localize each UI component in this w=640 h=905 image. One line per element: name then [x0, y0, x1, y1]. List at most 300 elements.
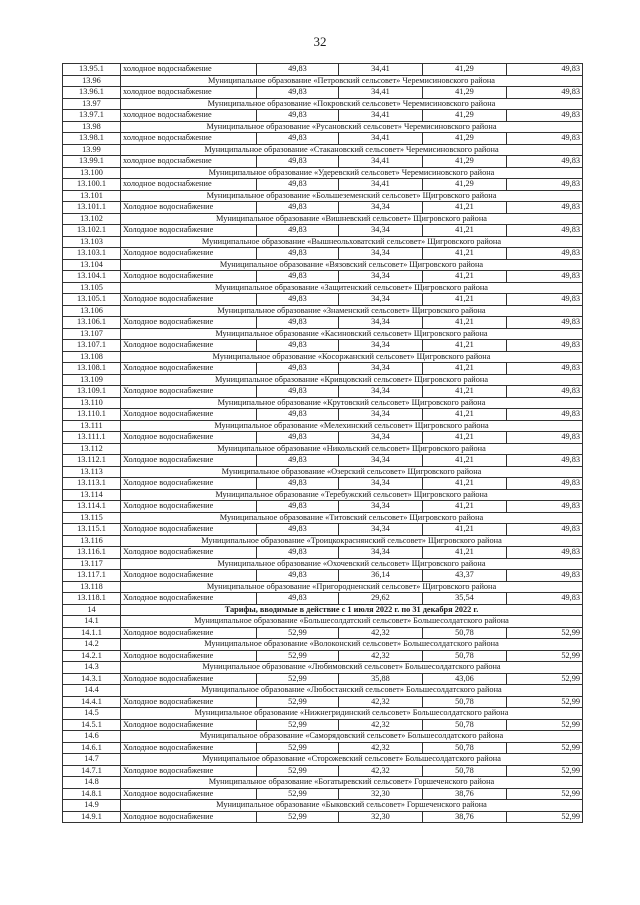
row-number: 14.1: [63, 616, 121, 628]
municipality-row: [63, 662, 583, 674]
tariff-value: 49,83: [507, 363, 583, 375]
municipality-name: Муниципальное образование «Озерский сельсовет» Щигровского района: [121, 466, 583, 478]
tariff-value: 50,78: [423, 765, 507, 777]
row-number: 13.104.1: [63, 271, 121, 283]
tariff-value: 42,32: [339, 650, 423, 662]
row-number: 13.105.1: [63, 294, 121, 306]
tariff-value: 49,83: [257, 386, 339, 398]
row-number: 13.118: [63, 581, 121, 593]
tariff-value: 50,78: [423, 719, 507, 731]
tariff-value: 50,78: [423, 650, 507, 662]
municipality-row: [63, 777, 583, 789]
tariff-value: 49,83: [507, 570, 583, 582]
municipality-name: Муниципальное образование «Богатыревский сельсовет» Горшеченского района: [121, 777, 583, 789]
tariff-value: 34,34: [339, 248, 423, 260]
tariff-value: 34,41: [339, 133, 423, 145]
service-name: Холодное водоснабжение: [121, 765, 257, 777]
row-number: 13.109.1: [63, 386, 121, 398]
service-name: холодное водоснабжение: [121, 64, 257, 76]
tariff-value: 52,99: [507, 650, 583, 662]
row-number: 13.112: [63, 443, 121, 455]
tariff-value: 34,34: [339, 478, 423, 490]
row-number: 13.106.1: [63, 317, 121, 329]
municipality-row: [63, 351, 583, 363]
municipality-row: [63, 98, 583, 110]
municipality-row: [63, 167, 583, 179]
tariff-value: 41,21: [423, 409, 507, 421]
municipality-row: [63, 259, 583, 271]
tariff-value: 49,83: [257, 202, 339, 214]
municipality-name: Муниципальное образование «Удеревский сельсовет» Черемисиновского района: [121, 167, 583, 179]
municipality-row: [63, 754, 583, 766]
municipality-name: Муниципальное образование «Косоржанский сельсовет» Щигровского района: [121, 351, 583, 363]
service-name: Холодное водоснабжение: [121, 650, 257, 662]
tariff-value: 35,54: [423, 593, 507, 605]
municipality-row: [63, 328, 583, 340]
row-number: 14.8.1: [63, 788, 121, 800]
tariff-row: [63, 524, 583, 536]
row-number: 13.107: [63, 328, 121, 340]
service-name: Холодное водоснабжение: [121, 432, 257, 444]
municipality-row: [63, 213, 583, 225]
row-number: 13.96.1: [63, 87, 121, 99]
tariff-value: 52,99: [507, 696, 583, 708]
tariff-value: 41,29: [423, 64, 507, 76]
tariff-value: 34,34: [339, 386, 423, 398]
service-name: Холодное водоснабжение: [121, 570, 257, 582]
tariff-value: 41,29: [423, 133, 507, 145]
tariff-value: 49,83: [507, 248, 583, 260]
municipality-row: [63, 731, 583, 743]
tariff-value: 41,21: [423, 547, 507, 559]
municipality-row: [63, 190, 583, 202]
service-name: Холодное водоснабжение: [121, 340, 257, 352]
tariff-value: 34,41: [339, 156, 423, 168]
service-name: холодное водоснабжение: [121, 156, 257, 168]
tariff-value: 34,34: [339, 363, 423, 375]
row-number: 13.108: [63, 351, 121, 363]
tariff-row: [63, 501, 583, 513]
tariff-value: 49,83: [507, 110, 583, 122]
municipality-name: Муниципальное образование «Стакановский сельсовет» Черемисиновского района: [121, 144, 583, 156]
municipality-row: [63, 535, 583, 547]
service-name: Холодное водоснабжение: [121, 811, 257, 823]
service-name: Холодное водоснабжение: [121, 547, 257, 559]
row-number: 13.101: [63, 190, 121, 202]
tariff-value: 49,83: [257, 317, 339, 329]
tariff-value: 32,30: [339, 811, 423, 823]
tariff-value: 52,99: [257, 742, 339, 754]
tariff-value: 49,83: [507, 340, 583, 352]
row-number: 13.114: [63, 489, 121, 501]
row-number: 14.3: [63, 662, 121, 674]
municipality-name: Муниципальное образование «Крутовский сельсовет» Щигровского района: [121, 397, 583, 409]
municipality-name: Муниципальное образование «Любостанский сельсовет» Большесолдатского района: [121, 685, 583, 697]
row-number: 14.9: [63, 800, 121, 812]
tariff-value: 49,83: [257, 409, 339, 421]
service-name: Холодное водоснабжение: [121, 742, 257, 754]
tariff-row: [63, 650, 583, 662]
tariff-value: 42,32: [339, 719, 423, 731]
tariff-value: 49,83: [257, 432, 339, 444]
service-name: Холодное водоснабжение: [121, 788, 257, 800]
tariff-row: [63, 179, 583, 191]
tariff-row: [63, 409, 583, 421]
row-number: 13.97: [63, 98, 121, 110]
tariff-value: 41,21: [423, 455, 507, 467]
tariff-row: [63, 719, 583, 731]
tariff-value: 34,34: [339, 225, 423, 237]
tariff-value: 41,21: [423, 225, 507, 237]
tariff-row: [63, 248, 583, 260]
tariff-row: [63, 570, 583, 582]
service-name: Холодное водоснабжение: [121, 271, 257, 283]
row-number: 13.99: [63, 144, 121, 156]
tariff-value: 49,83: [507, 225, 583, 237]
tariff-value: 49,83: [257, 547, 339, 559]
row-number: 13.112.1: [63, 455, 121, 467]
tariff-value: 52,99: [507, 627, 583, 639]
tariff-row: [63, 811, 583, 823]
service-name: Холодное водоснабжение: [121, 248, 257, 260]
tariff-table-body: [63, 64, 583, 823]
tariff-row: [63, 87, 583, 99]
municipality-name: Муниципальное образование «Петровский сельсовет» Черемисиновского района: [121, 75, 583, 87]
tariff-value: 41,21: [423, 317, 507, 329]
tariff-value: 41,29: [423, 179, 507, 191]
municipality-name: Муниципальное образование «Троицкокраснянский сельсовет» Щигровского района: [121, 535, 583, 547]
page-number: 32: [313, 34, 327, 49]
row-number: 13.113: [63, 466, 121, 478]
row-number: 14.8: [63, 777, 121, 789]
tariff-value: 49,83: [257, 271, 339, 283]
row-number: 14.4: [63, 685, 121, 697]
municipality-name: Муниципальное образование «Большесолдатский сельсовет» Большесолдатского района: [121, 616, 583, 628]
tariff-value: 49,83: [507, 64, 583, 76]
tariff-value: 42,32: [339, 696, 423, 708]
tariff-value: 34,34: [339, 317, 423, 329]
tariff-value: 41,21: [423, 501, 507, 513]
tariff-value: 52,99: [507, 765, 583, 777]
tariff-row: [63, 363, 583, 375]
tariff-value: 34,41: [339, 87, 423, 99]
municipality-row: [63, 75, 583, 87]
municipality-row: [63, 236, 583, 248]
service-name: Холодное водоснабжение: [121, 719, 257, 731]
row-number: 14.3.1: [63, 673, 121, 685]
tariff-value: 34,34: [339, 294, 423, 306]
row-number: 13.101.1: [63, 202, 121, 214]
service-name: Холодное водоснабжение: [121, 696, 257, 708]
row-number: 14.6: [63, 731, 121, 743]
tariff-value: 36,14: [339, 570, 423, 582]
tariff-row: [63, 156, 583, 168]
municipality-name: Муниципальное образование «Саморядовский сельсовет» Большесолдатского района: [121, 731, 583, 743]
service-name: Холодное водоснабжение: [121, 673, 257, 685]
municipality-row: [63, 639, 583, 651]
municipality-name: Муниципальное образование «Защитенский сельсовет» Щигровского района: [121, 282, 583, 294]
tariff-row: [63, 673, 583, 685]
tariff-value: 43,37: [423, 570, 507, 582]
tariff-row: [63, 225, 583, 237]
tariff-value: 52,99: [257, 811, 339, 823]
tariff-value: 49,83: [257, 225, 339, 237]
tariff-value: 49,83: [257, 179, 339, 191]
municipality-row: [63, 121, 583, 133]
tariff-value: 34,34: [339, 501, 423, 513]
municipality-row: [63, 466, 583, 478]
tariff-value: 41,21: [423, 340, 507, 352]
tariff-value: 34,34: [339, 202, 423, 214]
service-name: Холодное водоснабжение: [121, 225, 257, 237]
municipality-row: [63, 581, 583, 593]
municipality-row: [63, 512, 583, 524]
row-number: 13.111: [63, 420, 121, 432]
municipality-name: Муниципальное образование «Вышнеольховатский сельсовет» Щигровского района: [121, 236, 583, 248]
municipality-name: Муниципальное образование «Теребужский сельсовет» Щигровского района: [121, 489, 583, 501]
tariff-value: 52,99: [257, 696, 339, 708]
tariff-value: 32,30: [339, 788, 423, 800]
tariff-row: [63, 627, 583, 639]
tariff-row: [63, 64, 583, 76]
tariff-value: 49,83: [257, 248, 339, 260]
row-number: 14.7.1: [63, 765, 121, 777]
section-title: Тарифы, вводимые в действие с 1 июля 2022 г. по 31 декабря 2022 г.: [121, 604, 583, 616]
row-number: 13.99.1: [63, 156, 121, 168]
tariff-value: 41,21: [423, 294, 507, 306]
tariff-value: 49,83: [507, 478, 583, 490]
tariff-value: 52,99: [257, 788, 339, 800]
tariff-value: 41,29: [423, 110, 507, 122]
row-number: 13.111.1: [63, 432, 121, 444]
tariff-value: 35,88: [339, 673, 423, 685]
tariff-value: 49,83: [507, 202, 583, 214]
tariff-value: 29,62: [339, 593, 423, 605]
service-name: Холодное водоснабжение: [121, 593, 257, 605]
tariff-value: 49,83: [257, 156, 339, 168]
municipality-name: Муниципальное образование «Касиновский сельсовет» Щигровского района: [121, 328, 583, 340]
municipality-name: Муниципальное образование «Покровский сельсовет» Черемисиновского района: [121, 98, 583, 110]
tariff-value: 41,21: [423, 478, 507, 490]
service-name: Холодное водоснабжение: [121, 627, 257, 639]
row-number: 14.6.1: [63, 742, 121, 754]
tariff-row: [63, 696, 583, 708]
tariff-row: [63, 788, 583, 800]
municipality-name: Муниципальное образование «Кривцовский сельсовет» Щигровского района: [121, 374, 583, 386]
municipality-row: [63, 616, 583, 628]
tariff-value: 34,34: [339, 340, 423, 352]
tariff-value: 38,76: [423, 811, 507, 823]
row-number: 13.114.1: [63, 501, 121, 513]
municipality-name: Муниципальное образование «Вязовский сельсовет» Щигровского района: [121, 259, 583, 271]
tariff-value: 49,83: [257, 363, 339, 375]
row-number: 14.9.1: [63, 811, 121, 823]
municipality-row: [63, 489, 583, 501]
row-number: 13.118.1: [63, 593, 121, 605]
row-number: 13.116: [63, 535, 121, 547]
municipality-row: [63, 800, 583, 812]
row-number: 13.100.1: [63, 179, 121, 191]
tariff-value: 52,99: [257, 765, 339, 777]
tariff-row: [63, 765, 583, 777]
municipality-name: Муниципальное образование «Сторожевский сельсовет» Большесолдатского района: [121, 754, 583, 766]
tariff-value: 52,99: [257, 627, 339, 639]
row-number: 13.110.1: [63, 409, 121, 421]
service-name: холодное водоснабжение: [121, 110, 257, 122]
municipality-name: Муниципальное образование «Нижнегридинский сельсовет» Большесолдатского района: [121, 708, 583, 720]
municipality-name: Муниципальное образование «Русановский сельсовет» Черемисиновского района: [121, 121, 583, 133]
tariff-value: 34,34: [339, 409, 423, 421]
tariff-row: [63, 133, 583, 145]
tariff-value: 41,21: [423, 271, 507, 283]
row-number: 14.5.1: [63, 719, 121, 731]
tariff-value: 34,34: [339, 547, 423, 559]
tariff-value: 34,41: [339, 64, 423, 76]
tariff-row: [63, 110, 583, 122]
tariff-value: 41,21: [423, 524, 507, 536]
tariff-value: 49,83: [257, 570, 339, 582]
row-number: 14.5: [63, 708, 121, 720]
tariff-row: [63, 478, 583, 490]
row-number: 13.102.1: [63, 225, 121, 237]
municipality-row: [63, 708, 583, 720]
service-name: Холодное водоснабжение: [121, 409, 257, 421]
municipality-name: Муниципальное образование «Охочевский сельсовет» Щигровского района: [121, 558, 583, 570]
tariff-value: 41,21: [423, 432, 507, 444]
row-number: 14.2.1: [63, 650, 121, 662]
row-number: 14: [63, 604, 121, 616]
municipality-row: [63, 420, 583, 432]
tariff-value: 34,34: [339, 432, 423, 444]
row-number: 13.95.1: [63, 64, 121, 76]
municipality-name: Муниципальное образование «Мелехинский сельсовет» Щигровского района: [121, 420, 583, 432]
service-name: Холодное водоснабжение: [121, 478, 257, 490]
service-name: холодное водоснабжение: [121, 179, 257, 191]
tariff-value: 34,34: [339, 455, 423, 467]
row-number: 13.117.1: [63, 570, 121, 582]
tariff-row: [63, 294, 583, 306]
tariff-value: 52,99: [507, 742, 583, 754]
tariff-row: [63, 202, 583, 214]
row-number: 13.110: [63, 397, 121, 409]
row-number: 13.105: [63, 282, 121, 294]
tariff-value: 34,41: [339, 110, 423, 122]
tariff-value: 49,83: [507, 133, 583, 145]
municipality-row: [63, 305, 583, 317]
municipality-name: Муниципальное образование «Любимовский сельсовет» Большесолдатского района: [121, 662, 583, 674]
tariff-value: 49,83: [257, 87, 339, 99]
municipality-row: [63, 558, 583, 570]
service-name: Холодное водоснабжение: [121, 386, 257, 398]
row-number: 13.113.1: [63, 478, 121, 490]
municipality-name: Муниципальное образование «Быковский сельсовет» Горшеченского района: [121, 800, 583, 812]
tariff-value: 42,32: [339, 742, 423, 754]
municipality-name: Муниципальное образование «Вишневский сельсовет» Щигровского района: [121, 213, 583, 225]
municipality-name: Муниципальное образование «Титовский сельсовет» Щигровского района: [121, 512, 583, 524]
tariff-value: 49,83: [257, 294, 339, 306]
tariff-value: 49,83: [507, 386, 583, 398]
tariff-value: 49,83: [257, 455, 339, 467]
tariff-value: 52,99: [257, 673, 339, 685]
row-number: 13.102: [63, 213, 121, 225]
row-number: 13.98.1: [63, 133, 121, 145]
row-number: 13.96: [63, 75, 121, 87]
tariff-row: [63, 455, 583, 467]
row-number: 13.106: [63, 305, 121, 317]
tariff-value: 49,83: [507, 432, 583, 444]
tariff-value: 52,99: [257, 719, 339, 731]
tariff-row: [63, 547, 583, 559]
tariff-value: 49,83: [507, 317, 583, 329]
row-number: 14.2: [63, 639, 121, 651]
row-number: 13.115: [63, 512, 121, 524]
tariff-value: 34,41: [339, 179, 423, 191]
tariff-value: 34,34: [339, 524, 423, 536]
tariff-value: 49,83: [257, 133, 339, 145]
municipality-row: [63, 144, 583, 156]
row-number: 13.103: [63, 236, 121, 248]
municipality-name: Муниципальное образование «Пригородненский сельсовет» Щигровского района: [121, 581, 583, 593]
municipality-name: Муниципальное образование «Никольский сельсовет» Щигровского района: [121, 443, 583, 455]
tariff-value: 41,21: [423, 202, 507, 214]
tariff-value: 42,32: [339, 765, 423, 777]
service-name: Холодное водоснабжение: [121, 202, 257, 214]
tariff-row: [63, 271, 583, 283]
tariff-value: 49,83: [507, 547, 583, 559]
service-name: Холодное водоснабжение: [121, 455, 257, 467]
service-name: холодное водоснабжение: [121, 133, 257, 145]
tariff-table: [62, 63, 583, 823]
row-number: 14.7: [63, 754, 121, 766]
tariff-value: 49,83: [507, 179, 583, 191]
municipality-row: [63, 443, 583, 455]
tariff-value: 49,83: [507, 87, 583, 99]
tariff-value: 49,83: [257, 340, 339, 352]
tariff-row: [63, 432, 583, 444]
row-number: 13.108.1: [63, 363, 121, 375]
service-name: холодное водоснабжение: [121, 87, 257, 99]
tariff-value: 49,83: [257, 501, 339, 513]
tariff-value: 52,99: [507, 719, 583, 731]
row-number: 13.97.1: [63, 110, 121, 122]
tariff-value: 49,83: [257, 478, 339, 490]
tariff-value: 50,78: [423, 696, 507, 708]
tariff-value: 49,83: [507, 271, 583, 283]
row-number: 13.103.1: [63, 248, 121, 260]
municipality-row: [63, 282, 583, 294]
tariff-value: 52,99: [507, 788, 583, 800]
tariff-row: [63, 340, 583, 352]
service-name: Холодное водоснабжение: [121, 294, 257, 306]
tariff-value: 52,99: [257, 650, 339, 662]
municipality-row: [63, 374, 583, 386]
tariff-row: [63, 742, 583, 754]
tariff-value: 49,83: [257, 524, 339, 536]
tariff-value: 41,21: [423, 248, 507, 260]
tariff-value: 49,83: [507, 501, 583, 513]
municipality-row: [63, 685, 583, 697]
tariff-value: 49,83: [507, 294, 583, 306]
row-number: 13.104: [63, 259, 121, 271]
row-number: 13.115.1: [63, 524, 121, 536]
service-name: Холодное водоснабжение: [121, 363, 257, 375]
service-name: Холодное водоснабжение: [121, 501, 257, 513]
tariff-value: 49,83: [257, 64, 339, 76]
tariff-value: 50,78: [423, 627, 507, 639]
tariff-value: 52,99: [507, 673, 583, 685]
tariff-value: 43,06: [423, 673, 507, 685]
section-header-row: [63, 604, 583, 616]
